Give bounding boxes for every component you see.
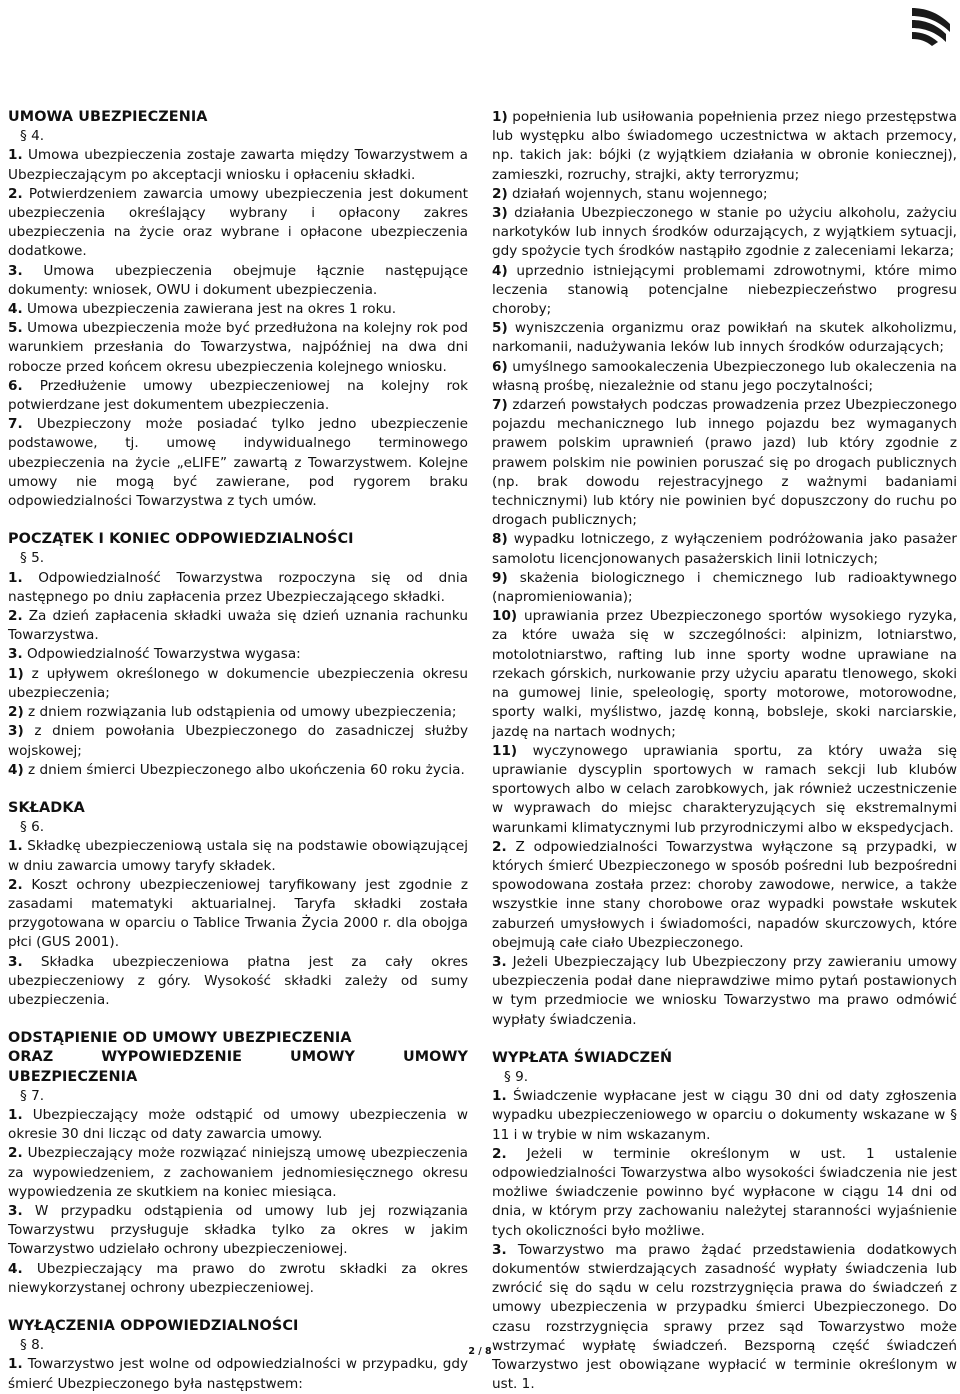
clause [8,185,468,262]
section-heading: SKŁADKA [8,799,85,816]
clause [8,1355,468,1393]
clause [8,876,468,953]
clause-number: 4. [8,1260,23,1277]
clause-text: Koszt ochrony ubezpieczeniowej taryfikowany jest zgodnie z zasadami matematyki aktuarialnej. Taryfa składki została przygotowana w oparciu o Tablice Trwania Życia 2000 r. dla obojga płci (GUS 2001). [8,876,468,951]
clause-text: wyczynowego uprawiania sportu, za który uważa się uprawianie dyscyplin sportowych w ramach sekcji lub klubów sportowych albo w celach zarobkowych, jak również uczestniczenie w wyprawach do miejsc charakteryzujących się ekstremalnymi warunkami klimatycznymi lub przyrodniczymi albo w ekspedycjach. [492,742,957,836]
clause-text: Ubezpieczający może rozwiązać niniejszą umowę ubezpieczenia za wypowiedzeniem, z zachowaniem jednomiesięcznego okresu wypowiedzenia ze skutkiem na koniec miesiąca. [8,1145,468,1200]
clause-text: Umowa ubezpieczenia obejmuje łącznie następujące dokumenty: wniosek, OWU i dokument ubezpieczenia. [8,262,468,298]
left-column [8,108,468,1394]
clause [492,396,957,530]
clause [492,530,957,568]
clause-text: wyniszczenia organizmu oraz powikłań na skutek alkoholizmu, narkomanii, nadużywania leków lub innych środków odurzających; [492,320,957,356]
section-heading: ORAZ WYPOWIEDZENIE UMOWY UMOWY UBEZPIECZENIA [8,1049,468,1085]
paragraph-symbol: § 9. [504,1068,529,1085]
clause [492,358,957,396]
clause [8,1106,468,1144]
right-column [492,108,957,1394]
clause-number: 2. [492,1145,507,1162]
clause-number: 7) [492,397,508,414]
clause-text: Potwierdzeniem zawarcia umowy ubezpieczenia jest dokument ubezpieczenia określający wybrany i opłacony zakres ubezpieczenia na życie oraz wybrane i opłacone ubezpieczenia dodatkowe. [8,185,468,260]
clause-text: Za dzień zapłacenia składki uważa się dzień uznania rachunku Towarzystwa. [8,608,468,644]
clause-number: 1. [8,1106,23,1123]
clause-text: Z odpowiedzialności Towarzystwa wyłączone są przypadki, w których śmierć Ubezpieczonego w sposób pośredni lub bezpośredni spowodowana została przez: choroby zawodowe, nerwice, a także wszystkie inne stany chorobowe oraz wypadki powstałe wskutek zaburzeń umysłowych i świadomości, napadów skurczowych, które obejmują całe ciało Ubezpieczonego. [492,838,957,951]
clause [492,108,957,185]
clause [492,185,957,204]
clause-text: Umowa ubezpieczenia może być przedłużona na kolejny rok pod warunkiem przesłania do Towarzystwa, najpóźniej na dwa dni robocze przed końcem okresu ubezpieczenia kolejnego wniosku. [8,320,468,375]
clause-number: 4) [8,761,24,778]
spacer [8,1298,468,1317]
clause [492,204,957,262]
clause-text: Ubezpieczony może posiadać tylko jedno ubezpieczenie podstawowe, tj. umowę indywidualnego terminowego ubezpieczenia na życie „eLIFE” zawartą z Towarzystwem. Kolejne umowy nie mogą być zawierane, pod rygorem braku odpowiedzialności Towarzystwa z tych umów. [8,416,468,510]
clause [8,837,468,875]
page-number: 2 / 8 [468,1346,492,1357]
clause-text: skażenia biologicznego i chemicznego lub radioaktywnego (napromieniowania); [492,569,957,606]
clause-text: Jeżeli Ubezpieczający lub Ubezpieczony przy zawieraniu umowy ubezpieczenia podał dane nieprawdziwe mimo pytań postawionych w tym przedmiocie we wniosku Towarzystwo ma prawo odmówić wypłaty świadczenia. [492,953,957,1028]
section-heading: POCZĄTEK I KONIEC ODPOWIEDZIALNOŚCI [8,531,354,548]
clause-number: 2. [8,1145,23,1162]
clause-text: Jeżeli w terminie określonym w ust. 1 ustalenie odpowiedzialności Towarzystwa albo wysokości świadczenia nie jest możliwe świadczenie powinno być wypłacone w ciągu 14 dni od dnia, w którym przy zachowaniu należytej staranności wyjaśnienie tych okoliczności było możliwe. [492,1145,957,1239]
spacer [8,511,468,530]
clause-text: Składkę ubezpieczeniową ustala się na podstawie obowiązującej w dniu zawarcia umowy taryfy składek. [8,838,468,874]
clause [8,262,468,300]
clause [8,953,468,1011]
clause-text: Towarzystwo ma prawo żądać przedstawienia dodatkowych dokumentów stwierdzających zasadność wypłaty świadczenia lub zwrócić się do sądu w celu rozstrzygnięcia prawa do świadczeń z umowy ubezpieczenia w przypadku śmierci Ubezpieczonego. Do czasu rozstrzygnięcia sprawy przez sąd Towarzystwo może wstrzymać wypłatę świadczeń. Bezsporną część świadczeń Towarzystwo jest obowiązane wypłacić w terminie określonym w ust. 1. [492,1241,957,1393]
clause-number: 3. [8,646,23,663]
clause-text: uprzednio istniejącymi problemami zdrowotnymi, które mimo leczenia stanowią potencjalne niebezpieczeństwo progresu choroby; [492,262,957,318]
clause [8,1144,468,1202]
clause-number: 10) [492,608,518,625]
clause [8,377,468,415]
clause-text: z dniem powołania Ubezpieczonego do zasadniczej służby wojskowej; [8,723,468,759]
clause [492,1087,957,1145]
clause [8,761,468,780]
clause-text: Ubezpieczający może odstąpić od umowy ubezpieczenia w okresie 30 dni licząc od daty zawarcia umowy. [8,1106,468,1143]
clause-text: popełnienia lub usiłowania popełnienia przez niego przestępstwa lub występku albo świadomego uczestnictwa w aktach przemocy, np. takich jak: bójki (z wyjątkiem działania w obronie koniecznej), zamieszki, rozruchy, strajki, akty terroryzmu; [492,109,957,183]
clause-number: 2) [492,185,508,202]
clause [8,415,468,511]
clause [8,645,468,664]
clause-text: Odpowiedzialność Towarzystwa wygasa: [22,646,301,663]
clause [8,319,468,377]
clause [8,703,468,722]
clause-number: 3) [8,723,24,740]
clause-text: umyślnego samookaleczenia Ubezpieczonego lub okaleczenia na własną prośbę, niezależnie od stanu jego poczytalności; [492,358,957,394]
clause-number: 4) [492,262,508,279]
clause [8,300,468,319]
clause [8,1202,468,1260]
clause [8,146,468,184]
clause-text: zdarzeń powstałych podczas prowadzenia przez Ubezpieczonego pojazdu mechanicznego lub innego pojazdu bez wymaganych prawem polskim uprawnień (prawo jazd) lub który zgodnie z prawem polskim nie powinien poruszać się po drogach publicznych (np. brak dowodu rejestracyjnego z ważnymi badaniami technicznymi) lub który nie powinien być dopuszczony do ruchu po drogach publicznych; [492,397,957,529]
clause-number: 11) [492,742,518,759]
section-heading: WYPŁATA ŚWIADCZEŃ [492,1049,673,1066]
clause [492,1145,957,1241]
clause-number: 8) [492,531,508,548]
clause [492,569,957,607]
clause-text: działania Ubezpieczonego w stanie po użyciu alkoholu, zażyciu narkotyków lub innych środków odurzających, z wyjątkiem sytuacji, gdy spożycie tych środków nastąpiło zgodnie z zaleceniami lekarza; [492,205,957,260]
clause-number: 3. [492,1241,507,1258]
clause-number: 2. [492,838,507,855]
spacer [8,1010,468,1029]
clause-number: 5. [8,320,23,337]
clause-number: 2. [8,608,23,625]
clause-number: 1) [8,665,24,682]
clause-number: 6) [492,358,508,375]
paragraph-symbol: § 8. [20,1337,45,1354]
clause [8,1260,468,1298]
clause-number: 3. [492,953,507,970]
clause-number: 6. [8,377,23,394]
clause-number: 3. [8,953,23,970]
clause-number: 5) [492,320,508,337]
clause-number: 7. [8,416,23,433]
spacer [492,1030,957,1049]
clause-number: 1. [8,147,23,164]
clause-text: Towarzystwo jest wolne od odpowiedzialności w przypadku, gdy śmierć Ubezpieczonego była następstwem: [8,1356,468,1392]
clause-text: z dniem rozwiązania lub odstąpienia od umowy ubezpieczenia; [23,704,457,721]
clause [8,569,468,607]
section-heading: WYŁĄCZENIA ODPOWIEDZIALNOŚCI [8,1317,299,1334]
clause [492,319,957,357]
paragraph-symbol: § 5. [20,550,45,567]
clause [492,742,957,838]
clause [492,607,957,741]
clause-text: Przedłużenie umowy ubezpieczeniowej na kolejny rok potwierdzane jest dokumentem ubezpieczenia. [8,377,468,414]
clause [492,953,957,1030]
clause-text: Ubezpieczający ma prawo do zwrotu składki za okres niewykorzystanej ochrony ubezpieczeniowej. [8,1260,468,1296]
clause-text: W przypadku odstąpienia od umowy lub jej rozwiązania Towarzystwu przysługuje składka tylko za okres w jakim Towarzystwo udzielało ochrony ubezpieczeniowej. [8,1202,468,1258]
paragraph-symbol: § 7. [20,1087,45,1104]
clause [8,665,468,703]
clause-text: wypadku lotniczego, z wyłączeniem podróżowania jako pasażer samolotu licencjonowanych pasażerskich linii lotniczych; [492,531,957,567]
paragraph-symbol: § 4. [20,128,45,145]
clause-text: Umowa ubezpieczenia zostaje zawarta między Towarzystwem a Ubezpieczającym po akceptacji wniosku i opłaceniu składki. [8,147,468,183]
company-logo-icon [908,2,954,48]
clause-number: 2. [8,876,23,893]
clause-text: Świadczenie wypłacane jest w ciągu 30 dni od daty zgłoszenia wypadku ubezpieczeniowego w oparciu o dokumenty wskazane w § 11 i w trybie w nim wskazanym. [492,1088,957,1143]
clause-number: 2) [8,704,24,721]
spacer [8,780,468,799]
clause-text: działań wojennych, stanu wojennego; [507,185,768,202]
clause-number: 1. [492,1088,507,1105]
section-heading: ODSTĄPIENIE OD UMOWY UBEZPIECZENIA [8,1030,352,1047]
clause-text: Odpowiedzialność Towarzystwa rozpoczyna się od dnia następnego po dniu zapłacenia przez Ubezpieczającego składki. [8,569,468,605]
paragraph-symbol: § 6. [20,819,45,836]
clause-number: 1. [8,569,23,586]
clause [492,262,957,320]
clause [8,607,468,645]
clause-text: z upływem określonego w dokumencie ubezpieczenia okresu ubezpieczenia; [8,665,468,701]
clause [492,838,957,953]
clause-number: 3) [492,205,508,222]
clause-number: 1. [8,838,23,855]
clause [8,722,468,760]
clause-number: 3. [8,1202,23,1219]
clause-number: 1) [492,109,508,125]
clause-number: 4. [8,301,23,318]
clause-text: uprawiania przez Ubezpieczonego sportów wysokiego ryzyka, za które uważa się w szczególności: alpinizm, lotniarstwo, motolotniarstwo, rafting lub inne sporty wodne uprawiane na rzekach górskich, nurkowanie przy użyciu aparatu tlenowego, skoki na gumowej linie, speleologię, sporty motorowe, motorowodne, sporty walki, myślistwo, jazdę konną, bobsleje, skoki narciarskie, jazdę na nartach wodnych; [492,608,957,740]
clause-number: 3. [8,262,23,279]
clause-text: Umowa ubezpieczenia zawierana jest na okres 1 roku. [22,301,397,318]
clause-text: Składka ubezpieczeniowa płatna jest za cały okres ubezpieczeniowy z góry. Wysokość składki zależy od sumy ubezpieczenia. [8,953,468,1008]
clause-number: 1. [8,1356,23,1373]
clause-number: 9) [492,569,508,586]
clause-number: 2. [8,185,23,202]
section-heading: UMOWA UBEZPIECZENIA [8,109,208,125]
clause [492,1241,957,1394]
clause-text: z dniem śmierci Ubezpieczonego albo ukończenia 60 roku życia. [23,761,465,778]
